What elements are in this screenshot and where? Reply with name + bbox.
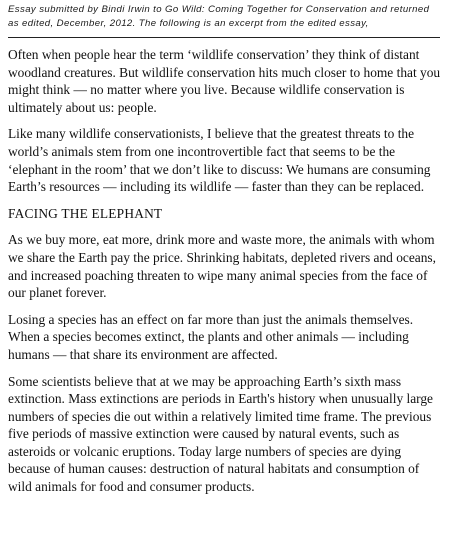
- paragraph-2: Like many wildlife conservationists, I believe that the greatest threats to the world’s animals stem from one incontrovertible fact that seems to be the ‘elephant in the room’ that we don’t like to discuss: We humans are consuming Earth’s resources — including its wildlife — faster than they can be replaced.: [8, 126, 431, 195]
- paragraph-3: As we buy more, eat more, drink more and waste more, the animals with whom we share the Earth pay the price. Shrinking habitats, depleted rivers and oceans, and increased poaching threaten to wipe many animal species from the face of our planet forever.: [8, 232, 436, 301]
- paragraph-5: Some scientists believe that at we may be approaching Earth’s sixth mass extinction. Mass extinctions are periods in Earth's history when unusually large numbers of species die out within a relatively limited time frame. The previous five periods of massive extinction were caused by natural events, such as asteroids or volcanic eruptions. Today large numbers of species are dying because of human causes: destruction of natural habitats and consumption of wild animals for food and consumer products.: [8, 373, 434, 495]
- intro-note: Essay submitted by Bindi Irwin to Go Wild: Coming Together for Conservation and returned as edited, December, 2012. The following is an excerpt from the edited essay,: [8, 4, 430, 29]
- section-heading: FACING THE ELEPHANT: [8, 205, 163, 221]
- divider-rule: [8, 37, 440, 38]
- paragraph-1: Often when people hear the term ‘wildlife conservation’ they think of distant woodland creatures. But wildlife conservation hits much closer to home that you might think — no matter where you live. Because wildlife conservation is ultimately about us: people.: [8, 47, 441, 115]
- paragraph-4: Losing a species has an effect on far more than just the animals themselves. When a species becomes extinct, the plants and other animals — including humans — that share its environment are affected.: [8, 311, 414, 362]
